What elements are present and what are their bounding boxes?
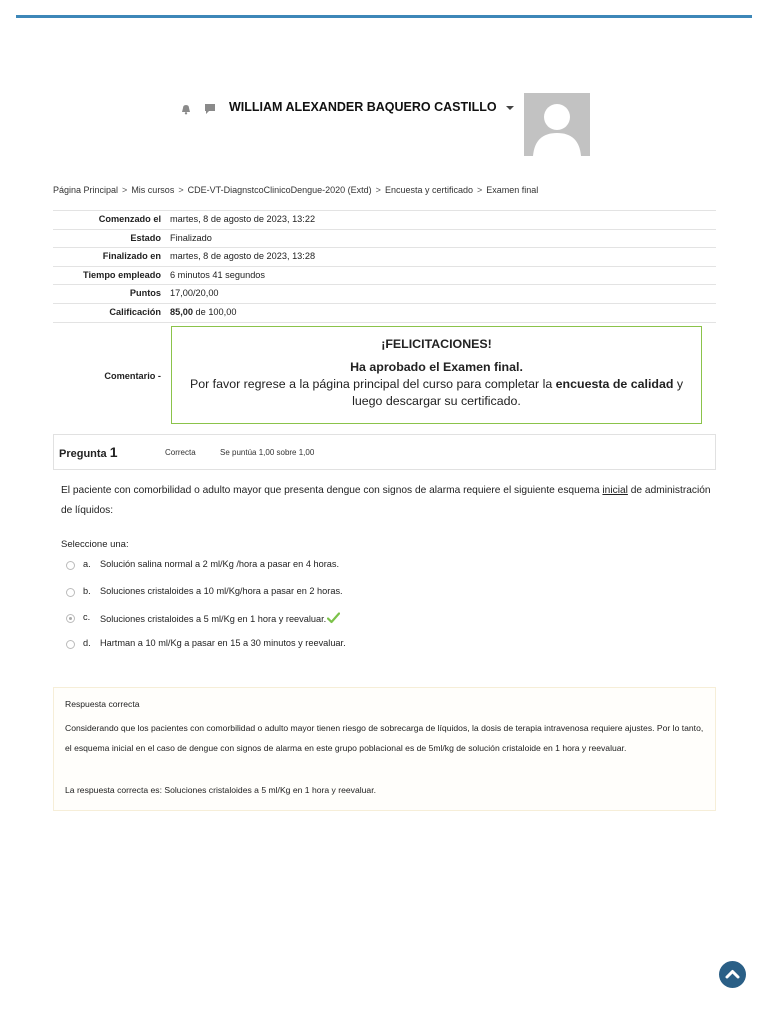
- breadcrumb-current[interactable]: Examen final: [486, 185, 539, 195]
- option-letter: b.: [83, 586, 91, 596]
- breadcrumb-course[interactable]: CDE-VT-DiagnstcoClinicoDengue-2020 (Extd): [187, 185, 372, 195]
- summary-label: Puntos: [129, 288, 161, 299]
- question-number-value: 1: [109, 444, 118, 460]
- question-text-underlined: inicial: [602, 485, 628, 496]
- user-menu-bar: [178, 93, 598, 157]
- grade-value: 85,00: [170, 306, 193, 317]
- question-label: Pregunta: [59, 448, 107, 460]
- option-letter: d.: [83, 638, 91, 648]
- answer-prompt: Seleccione una:: [61, 539, 129, 550]
- summary-row-finished: [53, 247, 716, 266]
- feedback-instructions: [182, 376, 691, 410]
- question-info-box: [53, 434, 716, 470]
- radio-button[interactable]: [66, 588, 75, 597]
- summary-value: Finalizado: [170, 232, 212, 243]
- summary-label: Tiempo empleado: [83, 269, 161, 280]
- summary-label: Estado: [130, 232, 161, 243]
- feedback-emphasis: encuesta de calidad: [555, 376, 674, 391]
- summary-row-comment: [53, 322, 716, 429]
- attempt-summary-table: [53, 210, 716, 429]
- summary-row-started: [53, 210, 716, 229]
- breadcrumb-separator: >: [122, 185, 128, 195]
- chat-icon[interactable]: [204, 102, 216, 120]
- question-text-part: El paciente con comorbilidad o adulto mayor que presenta dengue con signos de alarma requiere el siguiente esquema: [61, 485, 603, 496]
- summary-label: Calificación: [109, 306, 161, 317]
- feedback-box: [171, 326, 702, 424]
- summary-value: 17,00/20,00: [170, 288, 219, 299]
- scroll-to-top-button[interactable]: [719, 961, 746, 988]
- summary-row-points: [53, 284, 716, 303]
- option-text: Hartman a 10 ml/Kg a pasar en 15 a 30 minutos y reevaluar.: [100, 638, 346, 648]
- summary-row-grade: [53, 303, 716, 322]
- user-name[interactable]: WILLIAM ALEXANDER BAQUERO CASTILLO: [229, 100, 497, 114]
- checkmark-icon: [327, 612, 340, 626]
- summary-value: [170, 307, 236, 317]
- option-text: Solución salina normal a 2 ml/Kg /hora a pasar en 4 horas.: [100, 559, 340, 569]
- breadcrumb-separator: >: [178, 185, 184, 195]
- outcome-status: Respuesta correcta: [65, 699, 140, 709]
- question-grade: Se puntúa 1,00 sobre 1,00: [220, 448, 315, 457]
- question-number: [59, 444, 118, 460]
- top-accent-bar: [16, 15, 752, 18]
- question-text: [61, 481, 711, 520]
- breadcrumb-section[interactable]: Encuesta y certificado: [384, 185, 473, 195]
- question-state: Correcta: [165, 448, 196, 457]
- question-text-part: de administración de líquidos:: [61, 485, 711, 516]
- feedback-text: y luego descargar su certificado.: [352, 376, 684, 408]
- breadcrumb: [53, 185, 538, 195]
- breadcrumb-separator: >: [375, 185, 381, 195]
- summary-row-state: [53, 229, 716, 248]
- summary-row-time-taken: [53, 266, 716, 285]
- summary-value: martes, 8 de agosto de 2023, 13:28: [170, 251, 316, 262]
- question-outcome-box: [53, 687, 716, 811]
- option-text-wrap: [100, 612, 340, 626]
- breadcrumb-separator: >: [476, 185, 483, 195]
- option-text: Soluciones cristaloides a 10 ml/Kg/hora a pasar en 2 horas.: [100, 586, 343, 596]
- right-answer: La respuesta correcta es: Soluciones cristaloides a 5 ml/Kg en 1 hora y reevaluar.: [65, 785, 376, 795]
- breadcrumb-my-courses[interactable]: Mis cursos: [131, 185, 175, 195]
- summary-label: Comenzado el: [98, 214, 161, 224]
- option-letter: c.: [83, 612, 91, 622]
- summary-label: Comentario -: [104, 370, 161, 381]
- feedback-text: Por favor regrese a la página principal del curso para completar la: [189, 376, 556, 391]
- feedback-title: ¡FELICITACIONES!: [381, 336, 492, 351]
- summary-value: martes, 8 de agosto de 2023, 13:22: [170, 214, 316, 224]
- grade-max: de 100,00: [193, 306, 237, 317]
- summary-value: 6 minutos 41 segundos: [170, 269, 266, 280]
- radio-button[interactable]: [66, 561, 75, 570]
- option-text: Soluciones cristaloides a 5 ml/Kg en 1 hora y reevaluar.: [100, 614, 327, 624]
- bell-icon[interactable]: [180, 102, 192, 120]
- chevron-up-icon: [719, 961, 746, 988]
- radio-button-selected[interactable]: [66, 614, 75, 623]
- summary-label: Finalizado en: [102, 251, 161, 262]
- feedback-line: Ha aprobado el Examen final.: [350, 359, 523, 374]
- outcome-explanation: Considerando que los pacientes con comorbilidad o adulto mayor tienen riesgo de sobrecarga de líquidos, la dosis de terapia intravenosa requiere ajustes. Por lo tanto, el esquema inicial en el caso de dengue con signos de alarma en este grupo poblacional es de 5ml/kg de solución cristaloide en 1 hora y reevaluar.: [65, 723, 704, 753]
- caret-down-icon[interactable]: [506, 106, 514, 110]
- avatar-icon[interactable]: [524, 93, 590, 156]
- option-letter: a.: [83, 559, 91, 569]
- radio-button[interactable]: [66, 640, 75, 649]
- breadcrumb-home[interactable]: Página Principal: [53, 185, 119, 195]
